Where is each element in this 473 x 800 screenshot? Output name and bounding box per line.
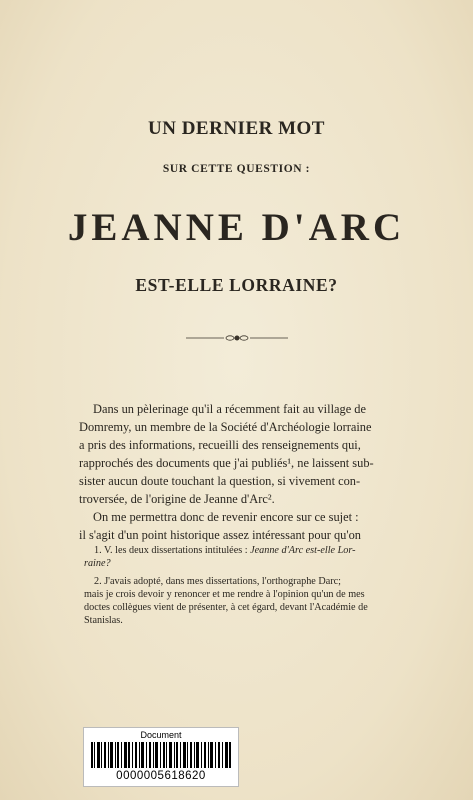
- footnote-2: [84, 575, 396, 627]
- barcode-caption: Document: [140, 730, 182, 740]
- body-line: a pris des informations, recueilli des renseignements qui,: [79, 438, 361, 452]
- main-title: JEANNE D'ARC: [67, 206, 406, 249]
- body-line: rapprochés des documents que j'ai publiés¹, ne laissent sub-: [79, 456, 374, 470]
- barcode-bars: [91, 742, 231, 768]
- heading-line-1: UN DERNIER MOT: [148, 118, 325, 139]
- body-line: il s'agit d'un point historique assez intéressant pour qu'on: [79, 528, 362, 542]
- footnote-1: [84, 544, 396, 570]
- footnote-1-title: Jeanne d'Arc est-elle Lor-: [250, 545, 356, 556]
- body-line: sister aucun doute touchant la question, si vivement con-: [79, 474, 361, 488]
- footnote-1-title-end: raine?: [84, 558, 111, 569]
- ornament-divider: [186, 333, 288, 343]
- footnote-2-line: 2. J'avais adopté, dans mes dissertations, l'orthographe Darc;: [94, 576, 341, 587]
- subtitle: EST-ELLE LORRAINE?: [135, 275, 338, 295]
- footnote-2-line: mais je crois devoir y renoncer et me rendre à l'opinion qu'un de mes: [84, 589, 365, 600]
- body-line: troversée, de l'origine de Jeanne d'Arc².: [79, 492, 275, 506]
- heading-line-2: SUR CETTE QUESTION :: [162, 163, 311, 175]
- footnote-2-line: Stanislas.: [84, 615, 123, 626]
- barcode-label: [83, 727, 239, 787]
- body-line: On me permettra donc de revenir encore sur ce sujet :: [93, 510, 359, 524]
- footnote-1-text: 1. V. les deux dissertations intitulées :: [94, 545, 251, 556]
- body-line: Dans un pèlerinage qu'il a récemment fait au village de: [93, 402, 366, 416]
- barcode-number: 0000005618620: [116, 770, 206, 782]
- body-text: [79, 400, 397, 544]
- body-line: Domremy, un membre de la Société d'Archéologie lorraine: [79, 420, 372, 434]
- footnote-2-line: doctes collègues vient de présenter, à cet égard, devant l'Académie de: [84, 602, 368, 613]
